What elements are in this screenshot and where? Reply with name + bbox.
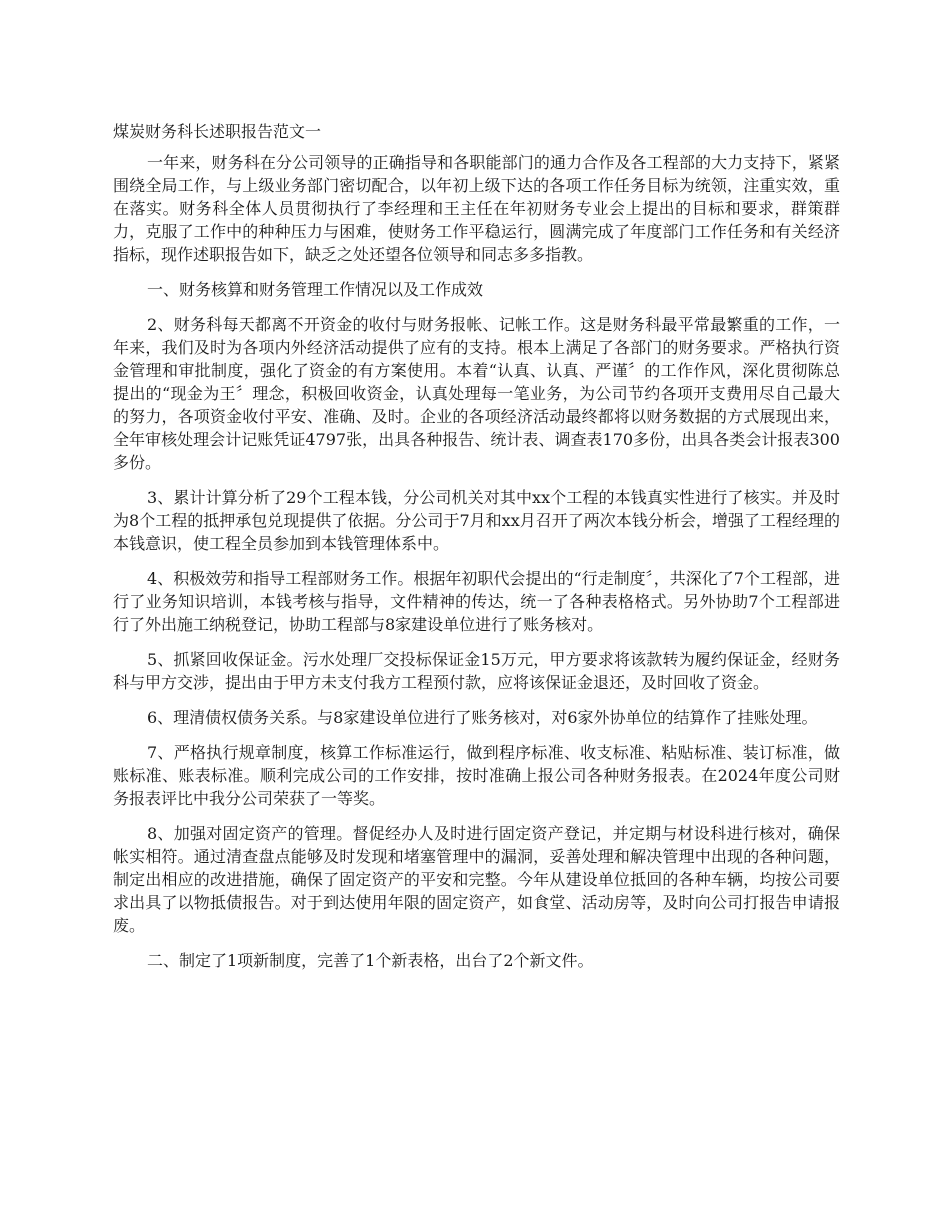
- document-title: 煤炭财务科长述职报告范文一: [113, 122, 322, 141]
- document-page: [113, 120, 840, 984]
- paragraph-item-6: 6、理清债权债务关系。与8家建设单位进行了账务核对，对6家外协单位的结算作了挂账处理。: [147, 708, 818, 727]
- paragraph-item-4: 4、积极效劳和指导工程部财务工作。根据年初职代会提出的“行走制度〞，共深化了7个工程部，进行了业务知识培训，本钱考核与指导，文件精神的传达，统一了各种表格格式。另外协助7个工程部进行了外出施工纳税登记，协助工程部与8家建设单位进行了账务核对。: [113, 569, 840, 634]
- section-heading-1: 一、财务核算和财务管理工作情况以及工作成效: [147, 280, 484, 299]
- paragraph-intro: 一年来，财务科在分公司领导的正确指导和各职能部门的通力合作及各工程部的大力支持下，紧紧围绕全局工作，与上级业务部门密切配合，以年初上级下达的各项工作任务目标为统领，注重实效，重在落实。财务科全体人员贯彻执行了李经理和王主任在年初财务专业会上提出的目标和要求，群策群力，克服了工作中的种种压力与困难，使财务工作平稳运行，圆满完成了年度部门工作任务和有关经济指标，现作述职报告如下，缺乏之处还望各位领导和同志多多指教。: [113, 153, 840, 264]
- paragraph-item-5: 5、抓紧回收保证金。污水处理厂交投标保证金15万元，甲方要求将该款转为履约保证金，经财务科与甲方交涉，提出由于甲方未支付我方工程预付款，应将该保证金退还，及时回收了资金。: [113, 650, 840, 692]
- section-heading-2: 二、制定了1项新制度，完善了1个新表格，出台了2个新文件。: [147, 951, 594, 970]
- paragraph-item-7: 7、严格执行规章制度，核算工作标准运行，做到程序标准、收支标准、粘贴标准、装订标准，做账标准、账表标准。顺利完成公司的工作安排，按时准确上报公司各种财务报表。在2024年度公司财务报表评比中我分公司荣获了一等奖。: [113, 743, 840, 808]
- paragraph-item-8: 8、加强对固定资产的管理。督促经办人及时进行固定资产登记，并定期与材设科进行核对，确保帐实相符。通过清查盘点能够及时发现和堵塞管理中的漏洞，妥善处理和解决管理中出现的各种问题，制定出相应的改进措施，确保了固定资产的平安和完整。今年从建设单位抵回的各种车辆，均按公司要求出具了以物抵债报告。对于到达使用年限的固定资产，如食堂、活动房等，及时向公司打报告申请报废。: [113, 824, 840, 935]
- paragraph-item-2: 2、财务科每天都离不开资金的收付与财务报帐、记帐工作。这是财务科最平常最繁重的工作，一年来，我们及时为各项内外经济活动提供了应有的支持。根本上满足了各部门的财务要求。严格执行资金管理和审批制度，强化了资金的有方案使用。本着“认真、认真、严谨〞的工作作风，深化贯彻陈总提出的“现金为王〞理念，积极回收资金，认真处理每一笔业务，为公司节约各项开支费用尽自己最大的努力，各项资金收付平安、准确、及时。企业的各项经济活动最终都将以财务数据的方式展现出来，全年审核处理会计记账凭证4797张，出具各种报告、统计表、调查表170多份，出具各类会计报表300多份。: [113, 315, 840, 472]
- paragraph-item-3: 3、累计计算分析了29个工程本钱，分公司机关对其中xx个工程的本钱真实性进行了核实。并及时为8个工程的抵押承包兑现提供了依据。分公司于7月和xx月召开了两次本钱分析会，增强了工程经理的本钱意识，使工程全员参加到本钱管理体系中。: [113, 488, 840, 553]
